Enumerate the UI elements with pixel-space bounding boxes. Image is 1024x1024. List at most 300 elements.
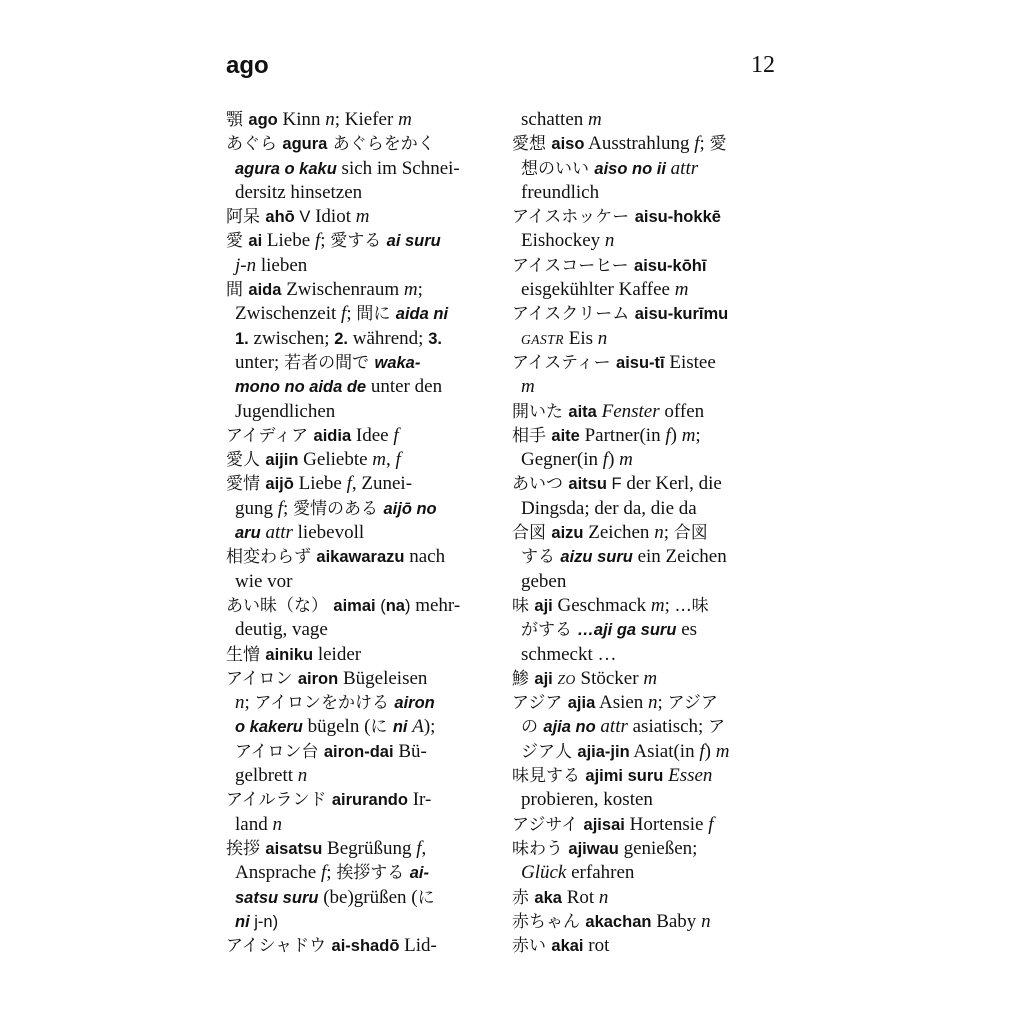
japanese-text: に (370, 717, 393, 738)
german-text: ; (699, 133, 710, 155)
entry-line (512, 837, 778, 861)
entry-continuation-line (226, 910, 492, 934)
entry-continuation-line (226, 740, 492, 764)
japanese-text: アイスコーヒー (512, 255, 635, 276)
japanese-text: 愛情のある (293, 498, 384, 519)
entry-continuation-line (226, 691, 492, 715)
entry-continuation-line (512, 788, 778, 812)
romaji-headword: ai suru (386, 232, 441, 251)
entry-line (512, 594, 778, 618)
german-text: ; (244, 692, 255, 714)
romaji-headword: aisu-kurīmu (634, 305, 729, 324)
german-text: es (676, 619, 698, 641)
german-text: ; (695, 424, 701, 446)
japanese-text: 顎 (226, 110, 249, 130)
german-text: bügeln ( (302, 716, 371, 738)
romaji-headword: ai-shadō (331, 937, 400, 956)
subject-label: GASTR (521, 331, 564, 347)
german-text: Liebe (262, 230, 315, 252)
romaji-headword: ajisai (583, 815, 625, 834)
romaji-headword: aitsu (568, 475, 607, 494)
german-text: erfahren (566, 862, 635, 884)
japanese-text: あぐらをかく (327, 134, 435, 155)
romaji-headword: aiso (551, 135, 585, 154)
japanese-text: ジア人 (521, 741, 578, 762)
romaji-headword: 2. (334, 329, 349, 348)
entry-continuation-line (512, 448, 778, 472)
japanese-text: する (521, 547, 561, 568)
romaji-headword: aite (551, 426, 580, 445)
german-text: Partner(in (579, 424, 666, 446)
romaji-headword: ai- (409, 864, 429, 883)
entry-line (512, 813, 778, 837)
grammar-label: f (341, 303, 347, 325)
german-text: Bügeleisen (338, 667, 428, 689)
german-text: ein Zeichen (632, 546, 727, 568)
german-text: nach (404, 546, 446, 568)
romaji-headword: aisatsu (265, 839, 323, 858)
grammar-label: n (654, 522, 664, 544)
romaji-headword: airon-dai (323, 742, 394, 761)
romaji-headword: aisu-hokkē (634, 208, 721, 227)
entry-line (226, 934, 492, 958)
japanese-text: アジア (667, 693, 718, 714)
german-text: während; (348, 327, 429, 349)
japanese-text: 愛情 (226, 474, 266, 495)
japanese-text: 阿呆 (226, 207, 266, 228)
romaji-headword: aikawarazu (316, 548, 405, 567)
german-text: ( (375, 596, 386, 615)
running-head-word: ago (226, 52, 269, 79)
left-column (226, 108, 492, 958)
entry-continuation-line (512, 181, 778, 205)
romaji-headword: aijin (265, 451, 299, 470)
grammar-label: attr (600, 716, 628, 738)
german-text: ; (663, 522, 674, 544)
german-text: ) (608, 449, 620, 471)
romaji-headword: satsu suru (235, 888, 319, 907)
romaji-headword: ajia (567, 694, 596, 713)
german-text: deutig, vage (235, 619, 328, 641)
romaji-headword: ni (392, 718, 408, 737)
japanese-text: 赤ちゃん (512, 911, 586, 932)
grammar-label: m (715, 740, 730, 762)
entry-line (226, 424, 492, 448)
romaji-headword: aimai (333, 596, 376, 615)
german-text: gelbrett (235, 765, 298, 787)
german-text: Ir- (407, 789, 432, 811)
german-text: Ausstrahlung (584, 133, 695, 155)
german-text: leider (313, 643, 362, 665)
romaji-headword: ai (248, 232, 263, 251)
romaji-headword: ajimi suru (585, 767, 664, 786)
german-text: genießen; (618, 837, 698, 859)
german-text: Eis (564, 327, 598, 349)
entry-line (226, 837, 492, 861)
german-text: (be)grüßen ( (318, 886, 418, 908)
japanese-text: 相手 (512, 425, 552, 446)
german-text: Dingsda; der da, die da (521, 497, 697, 519)
german-text: Geschmack (552, 594, 651, 616)
japanese-text: あぐら (226, 134, 283, 155)
german-text: Bü- (393, 740, 427, 762)
german-text: Stöcker (575, 667, 644, 689)
german-text: , (386, 449, 396, 471)
japanese-text: アイロン (226, 668, 298, 689)
grammar-label: A (412, 716, 424, 738)
grammar-label: n (325, 109, 335, 130)
german-text: liebevoll (292, 522, 365, 544)
german-text: dersitz hinsetzen (235, 181, 363, 203)
romaji-headword: aida (248, 281, 282, 300)
entry-continuation-line (226, 861, 492, 885)
grammar-label: Glück (521, 862, 567, 884)
german-text: j-n) (249, 912, 279, 931)
romaji-headword: aita (568, 402, 597, 421)
german-text: ; (283, 497, 294, 519)
german-text: Rot (561, 886, 599, 908)
german-text: der Kerl, die (621, 473, 722, 495)
romaji-headword: ajia no (543, 718, 596, 737)
romaji-headword: ajia-jin (577, 742, 630, 761)
entry-line (226, 667, 492, 691)
japanese-text: あいつ (512, 474, 569, 495)
romaji-headword: ni (235, 912, 250, 931)
grammar-label: j-n (235, 254, 257, 276)
japanese-text: 愛 (709, 134, 727, 155)
german-text: asiatisch; (627, 716, 709, 738)
german-text: Zwischenzeit (235, 303, 342, 325)
entry-continuation-line (226, 521, 492, 545)
grammar-label: Fenster (601, 400, 660, 422)
german-text: ) (704, 740, 716, 762)
romaji-headword: waka- (374, 353, 421, 372)
japanese-text: アイルランド (226, 790, 332, 811)
grammar-label: n (701, 910, 711, 932)
grammar-label: n (598, 886, 609, 908)
grammar-label: f (393, 424, 399, 446)
romaji-headword: aizu suru (560, 548, 633, 567)
german-text: wie vor (235, 570, 293, 592)
entry-line (226, 472, 492, 496)
german-text: zwischen; (248, 327, 335, 349)
german-text: schmeckt … (521, 643, 617, 665)
entry-line (512, 667, 778, 691)
entry-continuation-line (226, 813, 492, 837)
romaji-headword: aisu-tī (616, 353, 665, 372)
romaji-headword: mono no aida de (235, 378, 367, 397)
japanese-text: 若者の間で (284, 352, 375, 373)
entry-continuation-line (512, 618, 778, 642)
german-text: ; Kiefer (334, 109, 399, 130)
german-text: Eishockey (521, 230, 605, 252)
japanese-text: 味わう (512, 838, 569, 859)
german-text: geben (521, 570, 567, 592)
grammar-label: Essen (668, 765, 713, 787)
entry-continuation-line (226, 181, 492, 205)
german-text: offen (659, 400, 705, 422)
german-text: unter den (366, 376, 443, 398)
entry-continuation-line (512, 157, 778, 181)
grammar-label: n (597, 327, 608, 349)
romaji-headword: airon (394, 694, 435, 713)
entry-line (226, 788, 492, 812)
entry-line (512, 205, 778, 229)
subject-label: ZO (557, 671, 576, 687)
entry-line (512, 472, 778, 496)
german-text: Asiat(in (629, 740, 700, 762)
entry-continuation-line (226, 618, 492, 642)
romaji-headword: aizu (551, 524, 584, 543)
entry-continuation-line (226, 375, 492, 399)
entry-continuation-line (512, 861, 778, 885)
japanese-text: アイロンをかける (254, 693, 395, 714)
japanese-text: アイスクリーム (512, 304, 635, 325)
entry-line (226, 229, 492, 253)
grammar-label: f (602, 449, 609, 471)
german-text: Lid- (399, 935, 437, 957)
grammar-label: m (588, 109, 602, 130)
entry-continuation-line (512, 497, 778, 521)
grammar-label: n (272, 813, 282, 835)
japanese-text: 相変わらず (226, 547, 317, 568)
japanese-text: …味 (674, 595, 709, 616)
german-text: Gegner(in (521, 449, 603, 471)
romaji-headword: aijō (265, 475, 294, 494)
romaji-headword: airurando (331, 791, 408, 810)
entry-line (226, 132, 492, 156)
japanese-text: 愛想 (512, 134, 552, 155)
grammar-label: f (694, 133, 700, 155)
grammar-label: m (355, 206, 370, 228)
entry-continuation-line (226, 302, 492, 326)
entry-continuation-line (226, 886, 492, 910)
german-text: ) (404, 596, 411, 615)
japanese-text: 赤い (512, 936, 552, 957)
grammar-label: attr (265, 522, 293, 544)
german-text: F (606, 475, 622, 494)
romaji-headword: aijō no (383, 499, 437, 518)
entry-line (512, 521, 778, 545)
romaji-headword: ahō (265, 208, 295, 227)
german-text: Asien (595, 692, 649, 714)
german-text: probieren, kosten (521, 789, 653, 811)
german-text: Kinn (277, 109, 326, 130)
german-text: sich im Schnei- (336, 157, 460, 179)
grammar-label: m (643, 667, 658, 689)
german-text: ; (320, 230, 331, 252)
entry-continuation-line (226, 157, 492, 181)
german-text: schatten (521, 109, 589, 130)
entry-line (512, 886, 778, 910)
romaji-headword: aka (534, 888, 562, 907)
entry-continuation-line (512, 108, 778, 132)
japanese-text: 挨拶する (336, 863, 410, 884)
german-text: Eistee (664, 351, 716, 373)
german-text: ) (670, 424, 682, 446)
entry-continuation-line (512, 278, 778, 302)
german-text: gung (235, 497, 278, 519)
entry-line (512, 302, 778, 326)
japanese-text: あい昧（な） (226, 595, 334, 616)
japanese-text: 開いた (512, 401, 569, 422)
right-column (512, 108, 778, 958)
entry-line (226, 108, 492, 132)
german-text: Begrüßung (322, 837, 417, 859)
entry-continuation-line (512, 715, 778, 739)
entry-line (512, 132, 778, 156)
japanese-text: アジサイ (512, 814, 584, 835)
german-text: V (294, 208, 311, 227)
entry-continuation-line (226, 327, 492, 351)
german-text: , Zunei- (351, 473, 413, 495)
grammar-label: f (395, 449, 401, 471)
japanese-text: アイスティー (512, 352, 617, 373)
entry-line (226, 594, 492, 618)
german-text: Geliebte (298, 449, 373, 471)
romaji-headword: na (385, 596, 405, 615)
german-text: ); (423, 716, 436, 738)
romaji-headword: akai (551, 937, 584, 956)
romaji-headword: agura (282, 135, 328, 154)
romaji-headword: ago (248, 111, 278, 129)
japanese-text: 想のいい (521, 158, 595, 179)
japanese-text: 間 (226, 280, 249, 301)
japanese-text: 挨拶 (226, 838, 266, 859)
japanese-text: の (521, 717, 544, 738)
grammar-label: m (681, 424, 696, 446)
page-number: 12 (751, 52, 775, 78)
romaji-headword: aisu-kōhī (634, 256, 707, 275)
entry-line (226, 205, 492, 229)
grammar-label: m (619, 449, 633, 471)
romaji-headword: akachan (585, 912, 652, 931)
entry-continuation-line (226, 715, 492, 739)
entry-continuation-line (226, 764, 492, 788)
entry-line (512, 424, 778, 448)
japanese-text: アイディア (226, 425, 314, 446)
japanese-text: 合図 (512, 523, 552, 544)
german-text: Jugendlichen (235, 400, 336, 422)
entry-line (512, 910, 778, 934)
entry-line (512, 934, 778, 958)
grammar-label: n (648, 692, 658, 714)
german-text: Liebe (293, 473, 347, 495)
grammar-label: m (521, 376, 535, 398)
romaji-headword: aru (235, 524, 261, 543)
entry-line (512, 351, 778, 375)
romaji-headword: agura o kaku (235, 159, 337, 178)
entry-continuation-line (226, 400, 492, 424)
german-text: ; (664, 594, 675, 616)
romaji-headword: aji (534, 669, 553, 688)
japanese-text: 赤 (512, 887, 535, 908)
entry-line (226, 278, 492, 302)
romaji-headword: aidia (313, 426, 352, 445)
german-text: Zeichen (583, 522, 655, 544)
grammar-label: f (699, 740, 705, 762)
japanese-text: に (417, 887, 435, 908)
german-text: Idee (351, 424, 394, 446)
entry-line (226, 545, 492, 569)
german-text: Baby (651, 910, 702, 932)
entry-line (512, 254, 778, 278)
entry-continuation-line (512, 375, 778, 399)
grammar-label: f (708, 813, 714, 835)
romaji-headword: …aji ga suru (577, 621, 677, 640)
japanese-text: 合図 (673, 523, 708, 544)
romaji-headword: ajiwau (568, 839, 619, 858)
japanese-text: アイシャドウ (226, 936, 332, 957)
entry-line (226, 643, 492, 667)
grammar-label: f (665, 424, 671, 446)
romaji-headword: o kakeru (235, 718, 303, 737)
grammar-label: f (321, 862, 327, 884)
japanese-text: 味 (512, 595, 535, 616)
entry-continuation-line (512, 570, 778, 594)
japanese-text: 愛人 (226, 450, 266, 471)
german-text: ; (326, 862, 337, 884)
german-text: mehr- (410, 594, 461, 616)
japanese-text: 間に (356, 304, 396, 325)
entry-continuation-line (512, 740, 778, 764)
german-text: unter; (235, 351, 285, 373)
entry-line (512, 764, 778, 788)
grammar-label: f (416, 837, 422, 859)
entry-continuation-line (226, 497, 492, 521)
entry-line (226, 448, 492, 472)
german-text: freundlich (521, 181, 600, 203)
grammar-label: f (277, 497, 284, 519)
german-text: ; (346, 303, 357, 325)
grammar-label: m (674, 279, 689, 301)
german-text: rot (583, 935, 610, 957)
romaji-headword: 3. (428, 329, 442, 348)
entry-continuation-line (512, 327, 778, 351)
german-text: eisgekühlter Kaffee (521, 279, 675, 301)
japanese-text: 味見する (512, 766, 586, 787)
grammar-label: m (372, 449, 387, 471)
japanese-text: 愛 (226, 231, 249, 252)
entry-continuation-line (226, 254, 492, 278)
grammar-label: f (314, 230, 321, 252)
grammar-label: n (604, 230, 615, 252)
romaji-headword: aji (534, 596, 553, 615)
grammar-label: attr (670, 157, 699, 179)
grammar-label: m (403, 279, 418, 301)
japanese-text: 鯵 (512, 668, 535, 689)
entry-continuation-line (226, 570, 492, 594)
entry-continuation-line (512, 545, 778, 569)
entry-line (512, 691, 778, 715)
japanese-text: アジア (512, 693, 568, 714)
grammar-label: m (650, 594, 665, 616)
japanese-text: 生憎 (226, 644, 266, 665)
german-text: lieben (256, 254, 308, 276)
entry-line (512, 400, 778, 424)
entry-continuation-line (512, 229, 778, 253)
grammar-label: n (297, 765, 308, 787)
japanese-text: アイスホッケー (512, 207, 635, 228)
german-text: , (421, 837, 427, 859)
entry-continuation-line (226, 351, 492, 375)
romaji-headword: aiso no ii (594, 159, 666, 178)
romaji-headword: aida ni (395, 305, 449, 324)
german-text: Idiot (310, 206, 356, 228)
german-text: ; (657, 692, 668, 714)
german-text: Hortensie (624, 813, 709, 835)
japanese-text: ア (708, 717, 726, 738)
